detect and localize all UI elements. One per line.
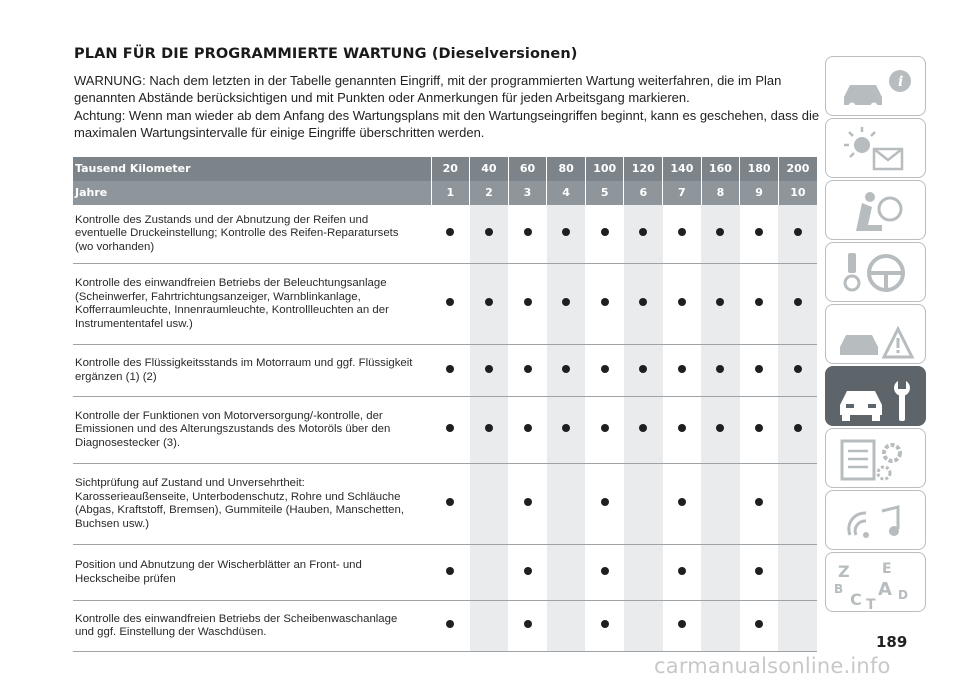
maintenance-dot-icon [678, 424, 686, 432]
interval-cell [585, 205, 624, 264]
interval-cell [740, 601, 779, 652]
interval-cell [663, 545, 702, 601]
maintenance-dot-icon [601, 620, 609, 628]
interval-cell [470, 397, 509, 464]
interval-cell [663, 345, 702, 397]
km-value: 120 [624, 157, 663, 181]
operation-description: Kontrolle des Zustands und der Abnutzung der Reifen und eventuelle Druckeinstellung; Kontrolle des Reifen-Reparatursets (wo vorhanden) [73, 205, 431, 264]
interval-cell [508, 545, 547, 601]
interval-cell [508, 264, 547, 345]
maintenance-dot-icon [446, 498, 454, 506]
maintenance-dot-icon [678, 498, 686, 506]
interval-cell [778, 545, 817, 601]
interval-cell [740, 205, 779, 264]
lights-message-icon [826, 119, 926, 177]
interval-cell [585, 545, 624, 601]
maintenance-dot-icon [485, 228, 493, 236]
maintenance-dot-icon [755, 620, 763, 628]
interval-cell [701, 545, 740, 601]
km-header-row [73, 157, 817, 181]
maintenance-dot-icon [446, 567, 454, 575]
interval-cell [431, 601, 470, 652]
chapter-tab[interactable] [825, 180, 926, 240]
interval-cell [701, 205, 740, 264]
interval-cell [547, 601, 586, 652]
maintenance-dot-icon [755, 424, 763, 432]
year-value: 4 [547, 181, 586, 205]
interval-cell [431, 464, 470, 545]
maintenance-dot-icon [601, 424, 609, 432]
interval-cell [624, 397, 663, 464]
maintenance-dot-icon [678, 228, 686, 236]
maintenance-dot-icon [755, 567, 763, 575]
chapter-tab[interactable] [825, 118, 926, 178]
interval-cell [663, 205, 702, 264]
watermark: carmanualsonline.info [654, 654, 891, 678]
maintenance-dot-icon [794, 298, 802, 306]
chapter-tab[interactable] [825, 366, 926, 426]
km-value: 160 [701, 157, 740, 181]
maintenance-dot-icon [446, 298, 454, 306]
interval-cell [470, 601, 509, 652]
year-value: 7 [663, 181, 702, 205]
svg-text:B: B [834, 582, 844, 596]
interval-cell [508, 464, 547, 545]
interval-cell [470, 264, 509, 345]
maintenance-dot-icon [794, 365, 802, 373]
svg-text:C: C [850, 590, 862, 609]
car-warning-triangle-icon [826, 305, 926, 363]
interval-cell [585, 397, 624, 464]
maintenance-dot-icon [601, 228, 609, 236]
year-value: 2 [470, 181, 509, 205]
year-value: 3 [508, 181, 547, 205]
svg-text:Z: Z [838, 562, 850, 581]
page-number: 189 [876, 633, 908, 651]
km-value: 60 [508, 157, 547, 181]
interval-cell [470, 464, 509, 545]
chapter-tab[interactable] [825, 428, 926, 488]
table-row [73, 397, 817, 464]
maintenance-dot-icon [755, 298, 763, 306]
operation-description: Position und Abnutzung der Wischerblätter an Front- und Heckscheibe prüfen [73, 545, 431, 601]
interval-cell [778, 264, 817, 345]
interval-cell [508, 397, 547, 464]
operation-description: Kontrolle des einwandfreien Betriebs der Beleuchtungsanlage (Scheinwerfer, Fahrtrichtungsanzeiger, Warnblinkanlage, Kofferraumleuchte, Innenraumleuchte, Kontrollleuchten an der Instrumententafel usw.) [73, 264, 431, 345]
maintenance-dot-icon [446, 365, 454, 373]
maintenance-dot-icon [562, 228, 570, 236]
title-main: PLAN FÜR DIE PROGRAMMIERTE WARTUNG [74, 46, 427, 62]
table-row [73, 464, 817, 545]
maintenance-dot-icon [639, 365, 647, 373]
car-info-icon [826, 57, 926, 115]
maintenance-dot-icon [446, 424, 454, 432]
interval-cell [624, 545, 663, 601]
maintenance-dot-icon [678, 620, 686, 628]
interval-cell [585, 464, 624, 545]
maintenance-dot-icon [485, 365, 493, 373]
interval-cell [547, 264, 586, 345]
maintenance-dot-icon [524, 620, 532, 628]
interval-cell [431, 345, 470, 397]
interval-cell [740, 464, 779, 545]
interval-cell [585, 601, 624, 652]
km-value: 100 [585, 157, 624, 181]
year-value: 1 [431, 181, 470, 205]
svg-text:D: D [898, 588, 908, 602]
chapter-tab[interactable] [825, 552, 926, 612]
interval-cell [740, 397, 779, 464]
interval-cell [508, 601, 547, 652]
operation-description: Kontrolle des Flüssigkeitsstands im Motorraum und ggf. Flüssigkeit ergänzen (1) (2) [73, 345, 431, 397]
interval-cell [547, 345, 586, 397]
interval-cell [701, 264, 740, 345]
table-row [73, 601, 817, 652]
maintenance-dot-icon [678, 298, 686, 306]
interval-cell [663, 397, 702, 464]
maintenance-dot-icon [601, 567, 609, 575]
interval-cell [624, 464, 663, 545]
interval-cell [778, 601, 817, 652]
interval-cell [585, 345, 624, 397]
year-value: 9 [740, 181, 779, 205]
chapter-tab[interactable] [825, 242, 926, 302]
maintenance-dot-icon [639, 298, 647, 306]
interval-cell [701, 601, 740, 652]
km-value: 40 [470, 157, 509, 181]
maintenance-dot-icon [562, 298, 570, 306]
interval-cell [624, 345, 663, 397]
airbag-seat-icon [826, 181, 926, 239]
interval-cell [547, 397, 586, 464]
km-value: 80 [547, 157, 586, 181]
maintenance-dot-icon [524, 498, 532, 506]
chapter-tab[interactable] [825, 490, 926, 550]
interval-cell [624, 205, 663, 264]
year-value: 8 [701, 181, 740, 205]
interval-cell [663, 464, 702, 545]
operation-description: Kontrolle des einwandfreien Betriebs der Scheibenwaschanlage und ggf. Einstellung der Waschdüsen. [73, 601, 431, 652]
interval-cell [701, 464, 740, 545]
table-row [73, 205, 817, 264]
interval-cell [663, 601, 702, 652]
km-value: 140 [663, 157, 702, 181]
maintenance-dot-icon [485, 298, 493, 306]
attention-paragraph: Achtung: Wenn man wieder ab dem Anfang des Wartungsplans mit den Wartungseingriffen beginnt, kann es geschehen, dass die maximalen Wartungsintervalle für einige Eingriffe überschritten werden. [74, 108, 820, 140]
maintenance-plan-table [73, 157, 817, 652]
maintenance-dot-icon [755, 365, 763, 373]
maintenance-dot-icon [716, 228, 724, 236]
operation-description: Kontrolle der Funktionen von Motorversorgung/-kontrolle, der Emissionen und des Alterungszustands des Motoröls über den Diagnosestecker (3). [73, 397, 431, 464]
maintenance-dot-icon [716, 424, 724, 432]
interval-cell [778, 397, 817, 464]
maintenance-dot-icon [524, 567, 532, 575]
km-header-label: Tausend Kilometer [73, 157, 431, 181]
maintenance-dot-icon [562, 424, 570, 432]
interval-cell [778, 345, 817, 397]
maintenance-dot-icon [524, 228, 532, 236]
specs-gear-icon [826, 429, 926, 487]
maintenance-dot-icon [485, 424, 493, 432]
interval-cell [701, 397, 740, 464]
interval-cell [585, 264, 624, 345]
maintenance-dot-icon [446, 228, 454, 236]
interval-cell [508, 205, 547, 264]
years-header-row [73, 181, 817, 205]
year-value: 10 [778, 181, 817, 205]
maintenance-dot-icon [716, 298, 724, 306]
interval-cell [547, 545, 586, 601]
maintenance-dot-icon [678, 365, 686, 373]
maintenance-dot-icon [524, 298, 532, 306]
alphabet-index-icon [826, 553, 926, 611]
interval-cell [740, 264, 779, 345]
maintenance-dot-icon [716, 365, 724, 373]
maintenance-dot-icon [562, 365, 570, 373]
interval-cell [663, 264, 702, 345]
svg-text:E: E [882, 561, 892, 577]
interval-cell [547, 464, 586, 545]
table-row [73, 345, 817, 397]
maintenance-dot-icon [678, 567, 686, 575]
interval-cell [431, 205, 470, 264]
maintenance-dot-icon [639, 228, 647, 236]
warning-paragraph: WARNUNG: Nach dem letzten in der Tabelle genannten Eingriff, mit der programmierten Wartung weiterfahren, die im Plan genannten Abstände berücksichtigen und mit Punkten oder Anmerkungen für jeden Arbeitsgang markieren. [74, 73, 782, 105]
page-title [74, 46, 814, 62]
maintenance-dot-icon [601, 365, 609, 373]
km-value: 200 [778, 157, 817, 181]
table-row [73, 545, 817, 601]
svg-text:A: A [878, 579, 892, 600]
maintenance-dot-icon [639, 424, 647, 432]
interval-cell [778, 464, 817, 545]
chapter-tab[interactable] [825, 304, 926, 364]
year-value: 5 [585, 181, 624, 205]
maintenance-dot-icon [755, 228, 763, 236]
interval-cell [624, 264, 663, 345]
interval-cell [431, 397, 470, 464]
svg-text:i: i [898, 74, 904, 90]
interval-cell [778, 205, 817, 264]
car-wrench-icon [826, 367, 926, 425]
key-steering-wheel-icon [826, 243, 926, 301]
maintenance-dot-icon [601, 298, 609, 306]
svg-text:T: T [866, 597, 876, 611]
chapter-tab[interactable] [825, 56, 926, 116]
maintenance-dot-icon [794, 228, 802, 236]
interval-cell [470, 205, 509, 264]
maintenance-dot-icon [446, 620, 454, 628]
maintenance-dot-icon [755, 498, 763, 506]
interval-cell [470, 545, 509, 601]
maintenance-dot-icon [601, 498, 609, 506]
interval-cell [508, 345, 547, 397]
interval-cell [701, 345, 740, 397]
table-row [73, 264, 817, 345]
maintenance-dot-icon [524, 424, 532, 432]
maintenance-dot-icon [524, 365, 532, 373]
interval-cell [470, 345, 509, 397]
km-value: 180 [740, 157, 779, 181]
title-sub: (Dieselversionen) [431, 46, 578, 62]
chapter-tabs [825, 56, 928, 612]
interval-cell [431, 545, 470, 601]
interval-cell [624, 601, 663, 652]
operation-description: Sichtprüfung auf Zustand und Unversehrtheit: Karosserieaußenseite, Unterbodenschutz, Rohre und Schläuche (Abgas, Kraftstoff, Bremsen), Gummiteile (Hauben, Manschetten, Buchsen usw.) [73, 464, 431, 545]
maintenance-dot-icon [794, 424, 802, 432]
interval-cell [431, 264, 470, 345]
interval-cell [740, 545, 779, 601]
interval-cell [740, 345, 779, 397]
years-header-label: Jahre [73, 181, 431, 205]
km-value: 20 [431, 157, 470, 181]
year-value: 6 [624, 181, 663, 205]
multimedia-icon [826, 491, 926, 549]
interval-cell [547, 205, 586, 264]
